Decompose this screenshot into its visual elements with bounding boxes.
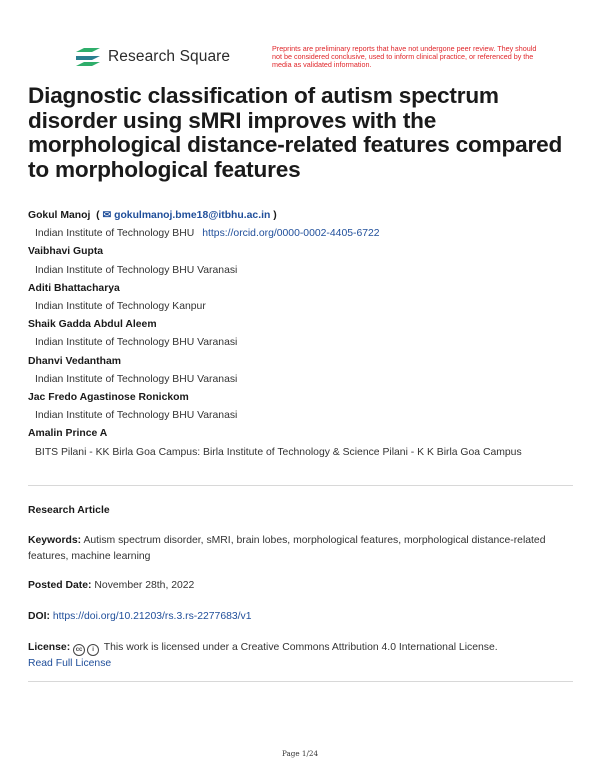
paper-title: Diagnostic classification of autism spectrum disorder using sMRI improves with the morphological distance-related features compared to morphological features: [28, 83, 563, 182]
author-name: Dhanvi Vedantham: [28, 355, 121, 367]
posted-date: [28, 578, 573, 594]
author-name: Gokul Manoj: [28, 210, 91, 221]
attribution-icon: i: [87, 644, 99, 656]
divider: [28, 681, 573, 682]
keywords-label: Keywords:: [28, 535, 82, 546]
author-name: Aditi Bhattacharya: [28, 282, 120, 294]
license-label: License:: [28, 642, 71, 653]
author-name: Vaibhavi Gupta: [28, 246, 104, 258]
author-entry: [28, 316, 573, 352]
author-entry: [28, 243, 573, 279]
divider: [28, 485, 573, 486]
author-entry: Gokul Manoj ( ✉ gokulmanoj.bme18@itbhu.ac.in ) Indian Institute of Technology BHU https://orcid.org/0000-0002-4405-6722: [28, 210, 380, 240]
author-name: Shaik Gadda Abdul Aleem: [28, 319, 157, 331]
author-name: Amalin Prince A: [28, 428, 108, 440]
research-square-logo-icon: [74, 46, 102, 68]
author-affiliation: Indian Institute of Technology BHU Varanasi: [35, 264, 238, 276]
orcid-link[interactable]: https://orcid.org/0000-0002-4405-6722: [202, 228, 380, 240]
author-entry: [28, 389, 573, 425]
author-affiliation: BITS Pilani - KK Birla Goa Campus: Birla Institute of Technology & Science Pilani - K K Birla Goa Campus: [35, 446, 522, 458]
license: [28, 640, 573, 672]
envelope-icon: ✉: [102, 210, 112, 221]
doi: [28, 609, 573, 625]
doi-link[interactable]: https://doi.org/10.21203/rs.3.rs-2277683/v1: [52, 611, 252, 622]
author-entry: [28, 353, 573, 389]
read-full-license-link[interactable]: Read Full License: [28, 658, 112, 669]
author-email-link[interactable]: ✉ gokulmanoj.bme18@itbhu.ac.in: [102, 210, 271, 221]
creative-commons-icon: cc: [73, 644, 85, 656]
article-type: Research Article: [28, 505, 110, 516]
license-text: This work is licensed under a Creative Commons Attribution 4.0 International License.: [103, 642, 498, 653]
author-entry: [28, 280, 573, 316]
author-affiliation: Indian Institute of Technology BHU Varanasi: [35, 410, 238, 422]
author-list: [28, 207, 573, 462]
author-entry: [28, 425, 573, 461]
posted-date-label: Posted Date:: [28, 580, 92, 591]
doi-label: DOI:: [28, 611, 50, 622]
author-affiliation: Indian Institute of Technology BHU: [35, 228, 195, 240]
author-affiliation: Indian Institute of Technology BHU Varanasi: [35, 337, 238, 349]
keywords: [28, 533, 573, 565]
logo-text: Research Square: [108, 48, 231, 65]
author-name: Jac Fredo Agastinose Ronickom: [28, 392, 189, 404]
author-affiliation: Indian Institute of Technology Kanpur: [35, 301, 206, 313]
keywords-text: Autism spectrum disorder, sMRI, brain lobes, morphological features, morphological distance-related features, machine learning: [28, 535, 546, 562]
author-affiliation: Indian Institute of Technology BHU Varanasi: [35, 373, 238, 385]
preprint-disclaimer: Preprints are preliminary reports that have not undergone peer review. They should not be considered conclusive, used to inform clinical practice, or referenced by the media as validated information.: [272, 44, 537, 69]
posted-date-value: November 28th, 2022: [94, 580, 195, 591]
page-number: Page 1/24: [281, 749, 319, 758]
research-square-logo[interactable]: [74, 46, 230, 68]
